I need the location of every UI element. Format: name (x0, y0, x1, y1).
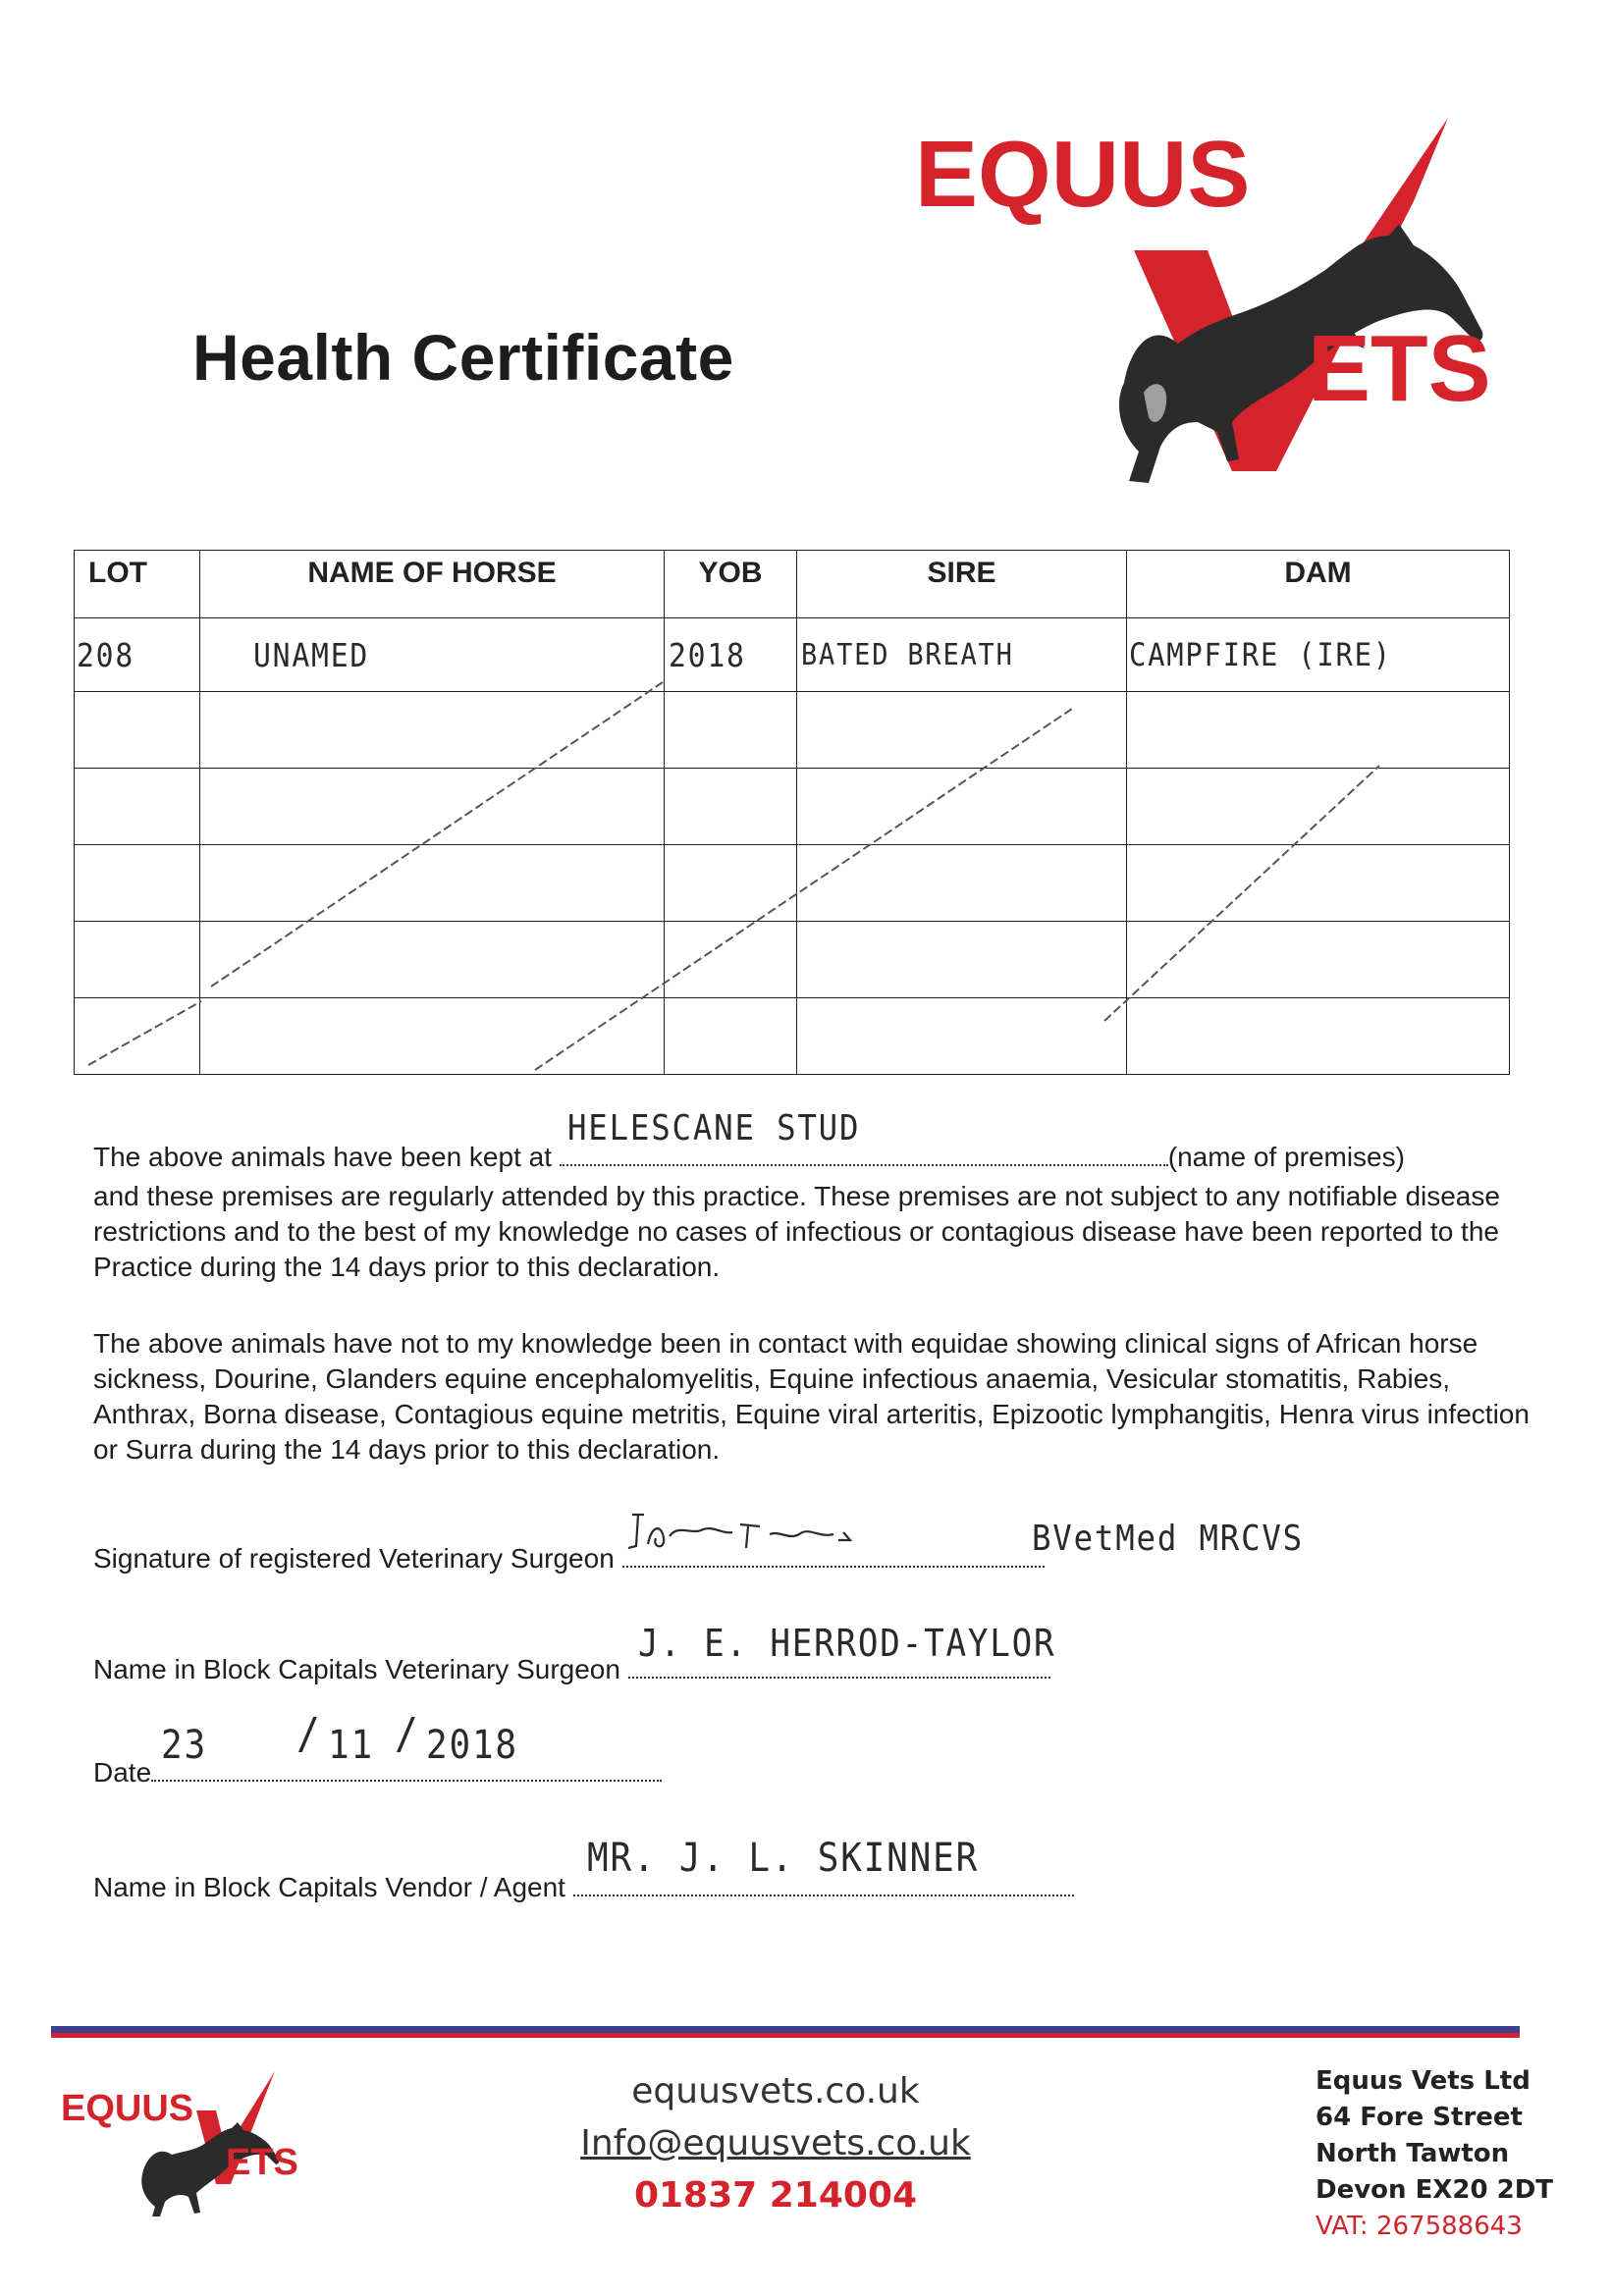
table-cell-dam (1127, 845, 1510, 922)
table-cell-dam (1127, 922, 1510, 998)
column-header-sire: SIRE (797, 551, 1127, 618)
table-cell-dam (1127, 998, 1510, 1075)
footer-logo-text-ets: ETS (226, 2142, 298, 2183)
disease-declaration: The above animals have not to my knowledge been in contact with equidae showing clinical signs of African horse sickness, Dourine, Glanders equine encephalomyelitis, Equine infectious anaemia, Vesicular stomatitis, Rabies, Anthrax, Borna disease, Contagious equine metritis, Equine viral arteritis, Epizootic lymphangitis, Henra virus infection or Surra during the 14 days prior to this declaration. (93, 1328, 1530, 1465)
table-cell-yob (665, 769, 797, 845)
table-cell-lot (75, 845, 200, 922)
handwritten-dam: CAMPFIRE (IRE) (1129, 636, 1392, 673)
table-cell-yob (665, 845, 797, 922)
date-field (151, 1709, 662, 1782)
address-line: North Tawton (1316, 2139, 1510, 2168)
table-cell-name (200, 922, 665, 998)
table-header-row (75, 551, 1510, 618)
table-cell-name (200, 618, 665, 692)
logo-text-ets: ETS (1308, 316, 1491, 421)
premises-field (560, 1108, 1168, 1166)
page-title: Health Certificate (192, 321, 734, 394)
table-cell-dam (1127, 618, 1510, 692)
column-header-dam: DAM (1127, 551, 1510, 618)
table-cell-name (200, 692, 665, 769)
table-cell-dam (1127, 769, 1510, 845)
handwritten-sire: BATED BREATH (801, 637, 1014, 672)
handwritten-vet-name: J. E. HERROD-TAYLOR (637, 1622, 1056, 1665)
table-cell-name (200, 998, 665, 1075)
table-row (75, 845, 1510, 922)
logo-text-equus: EQUUS (915, 122, 1251, 227)
handwritten-vendor: MR. J. L. SKINNER (586, 1836, 979, 1881)
table-cell-dam (1127, 692, 1510, 769)
signature-field (622, 1546, 1045, 1568)
footer-address (1316, 2063, 1553, 2245)
vet-name-field (628, 1622, 1056, 1679)
date-row (93, 1709, 662, 1789)
table-cell-name (200, 769, 665, 845)
vet-name-label: Name in Block Capitals Veterinary Surgeon (93, 1654, 620, 1684)
table-cell-lot (75, 618, 200, 692)
handwritten-signature (622, 1505, 995, 1564)
footer-divider-red (51, 2033, 1520, 2038)
column-header-name-of-horse: NAME OF HORSE (200, 551, 665, 618)
table-cell-yob (665, 998, 797, 1075)
table-cell-sire (797, 998, 1127, 1075)
handwritten-horse-name: UNAMED (253, 635, 370, 674)
signature-row (93, 1519, 1354, 1576)
date-slash: / (296, 1709, 322, 1759)
address-line: 64 Fore Street (1316, 2103, 1523, 2132)
table-cell-sire (797, 845, 1127, 922)
table-cell-sire (797, 618, 1127, 692)
date-slash: / (395, 1709, 420, 1759)
handwritten-yob: 2018 (669, 635, 746, 674)
footer-divider-blue (51, 2026, 1520, 2033)
vet-name-row (93, 1622, 1056, 1685)
table-row (75, 769, 1510, 845)
handwritten-date-year: 2018 (426, 1723, 519, 1768)
table-cell-lot (75, 922, 200, 998)
table-row (75, 618, 1510, 692)
table-cell-name (200, 845, 665, 922)
premises-declaration (93, 1108, 1527, 1285)
equus-vets-logo (903, 108, 1571, 491)
premises-prefix: The above animals have been kept at (93, 1142, 552, 1172)
footer-logo-text-equus: EQUUS (61, 2088, 194, 2129)
vat-number: VAT: 267588643 (1316, 2212, 1523, 2241)
table-row (75, 998, 1510, 1075)
handwritten-premises: HELESCANE STUD (566, 1108, 861, 1148)
premises-suffix: (name of premises) (1167, 1142, 1405, 1172)
vendor-label: Name in Block Capitals Vendor / Agent (93, 1872, 565, 1902)
vendor-row (93, 1836, 1074, 1903)
handwritten-lot: 208 (77, 635, 135, 674)
table-row (75, 692, 1510, 769)
handwritten-date-month: 11 (328, 1723, 375, 1768)
handwritten-date-day: 23 (161, 1723, 208, 1768)
footer-website[interactable]: equusvets.co.uk (631, 2071, 920, 2111)
column-header-lot: LOT (75, 551, 200, 618)
table-cell-sire (797, 692, 1127, 769)
table-cell-lot (75, 769, 200, 845)
signature-label: Signature of registered Veterinary Surgeon (93, 1543, 615, 1574)
table-cell-sire (797, 769, 1127, 845)
table-cell-sire (797, 922, 1127, 998)
horse-table (74, 550, 1510, 1075)
address-line: Equus Vets Ltd (1316, 2066, 1531, 2096)
table-cell-yob (665, 618, 797, 692)
table-cell-lot (75, 998, 200, 1075)
footer-logo (59, 2061, 334, 2218)
handwritten-qualification: BVetMed MRCVS (1032, 1519, 1305, 1559)
vendor-field (573, 1836, 1074, 1896)
table-cell-yob (665, 692, 797, 769)
table-cell-yob (665, 922, 797, 998)
date-label: Date (93, 1757, 152, 1788)
footer-email[interactable]: Info@equusvets.co.uk (580, 2123, 971, 2163)
address-line: Devon EX20 2DT (1316, 2175, 1554, 2205)
footer-phone: 01837 214004 (633, 2175, 918, 2216)
table-row (75, 922, 1510, 998)
premises-paragraph-rest: and these premises are regularly attended by this practice. These premises are not subject to any notifiable disease restrictions and to the best of my knowledge no cases of infectious or contagious disease have been reported to the Practice during the 14 days prior to this declaration. (93, 1181, 1500, 1282)
table-cell-lot (75, 692, 200, 769)
column-header-yob: YOB (665, 551, 797, 618)
